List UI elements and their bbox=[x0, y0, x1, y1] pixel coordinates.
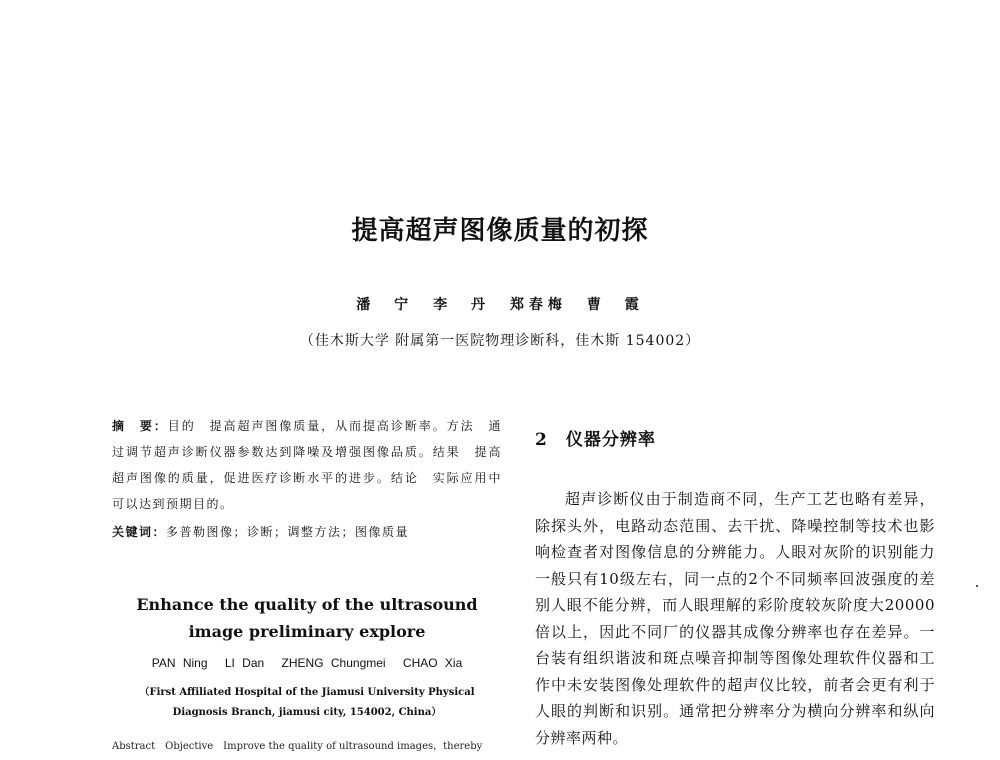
scan-speck bbox=[976, 585, 978, 587]
author-name: 郑春梅 bbox=[509, 297, 567, 313]
english-affiliation-line: Diagnosis Branch, jiamusi city, 154002, China） bbox=[172, 707, 442, 718]
author-name: 潘 宁 bbox=[356, 297, 414, 313]
section-number: 2 bbox=[535, 430, 548, 450]
english-author-name: ZHENG Chungmei bbox=[281, 656, 386, 670]
english-affiliation-line: （First Affiliated Hospital of the Jiamusi University Physical bbox=[139, 687, 475, 698]
affiliation: （佳木斯大学 附属第一医院物理诊断科，佳木斯 154002） bbox=[299, 333, 701, 349]
english-author-name: PAN Ning bbox=[151, 656, 208, 670]
english-abstract-cutoff: Abstract Objective Improve the quality of ultrasound images，thereby bbox=[112, 741, 483, 752]
keywords-text: 多普勒图像；诊断；调整方法；图像质量 bbox=[166, 525, 410, 539]
chinese-abstract bbox=[112, 413, 502, 517]
english-author-name: CHAO Xia bbox=[402, 656, 463, 670]
keywords-label: 关键词： bbox=[112, 525, 167, 539]
chinese-keywords bbox=[112, 519, 502, 545]
english-title-line: image preliminary explore bbox=[188, 622, 426, 641]
section-title: 仪器分辨率 bbox=[565, 430, 656, 450]
section-body-paragraph: 超声诊断仪由于制造商不同，生产工艺也略有差异，除探头外，电路动态范围、去干扰、降噪控制等技术也影响检查者对图像信息的分辨能力。人眼对灰阶的识别能力一般只有10级左右，同一点的2个不同频率回波强度的差别人眼不能分辨，而人眼理解的彩阶度较灰阶度大20000倍以上，因此不同厂的仪器其成像分辨率也存在差异。一台装有组织谐波和斑点噪音抑制等图像处理软件仪器和工作中未安装图像处理软件的超声仪比较，前者会更有利于人眼的判断和识别。通常把分辨率分为横向分辨率和纵向分辨率两种。 bbox=[535, 490, 935, 747]
english-affiliation bbox=[112, 683, 502, 723]
section-heading bbox=[535, 425, 935, 450]
paper-title: 提高超声图像质量的初探 bbox=[351, 216, 649, 246]
abstract-label: 摘 要： bbox=[112, 419, 168, 433]
author-name: 李 丹 bbox=[433, 297, 491, 313]
abstract-text: 目的 提高超声图像质量，从而提高诊断率。方法 通过调节超声诊断仪器参数达到降噪及增强图像品质。结果 提高超声图像的质量，促进医疗诊断水平的进步。结论 实际应用中可以达到预期目的。 bbox=[112, 419, 502, 511]
author-list bbox=[0, 294, 1000, 314]
english-title-line: Enhance the quality of the ultrasound bbox=[136, 595, 478, 614]
english-title bbox=[112, 591, 502, 645]
author-name: 曹 霞 bbox=[586, 297, 644, 313]
english-authors bbox=[112, 656, 502, 670]
left-column bbox=[112, 413, 502, 752]
english-author-name: LI Dan bbox=[224, 656, 265, 670]
right-column bbox=[535, 425, 935, 751]
